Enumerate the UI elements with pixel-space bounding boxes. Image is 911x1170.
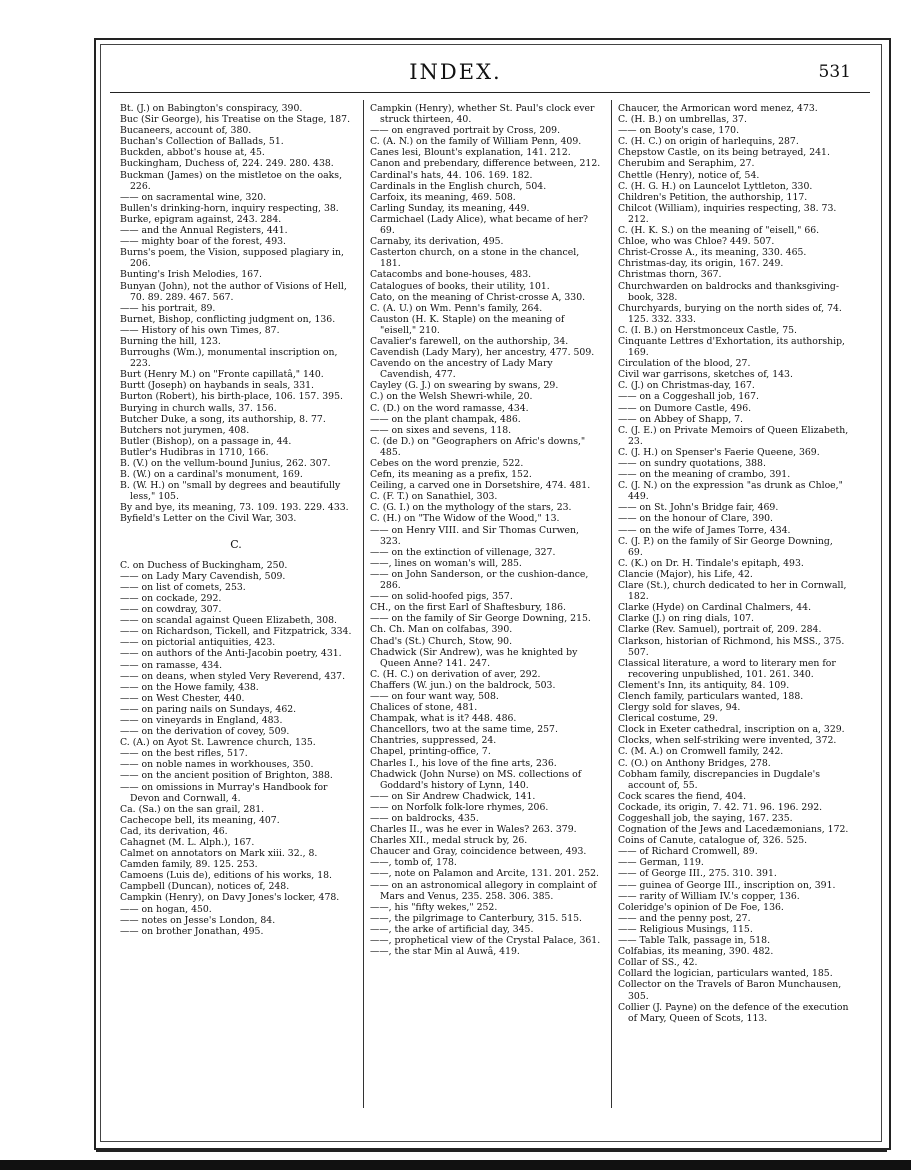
- index-entry: C. (J. P.) on the family of Sir George Downing, 69.: [618, 535, 833, 558]
- index-entry: —— and the penny post, 27.: [618, 912, 751, 924]
- index-entry: Catalogues of books, their utility, 101.: [370, 280, 550, 292]
- index-entry: Cherubim and Seraphim, 27.: [618, 158, 755, 170]
- index-entry: Clare (St.), church dedicated to her in Cornwall, 182.: [618, 580, 847, 603]
- index-entry: Cardinal's hats, 44. 106. 169. 182.: [370, 169, 533, 181]
- index-entry: Ceiling, a carved one in Dorsetshire, 474. 481.: [370, 480, 591, 492]
- index-entry: C. (J. E.) on Private Memoirs of Queen Elizabeth, 23.: [618, 424, 849, 447]
- index-column-1: [120, 103, 352, 937]
- index-entry: Chepstow Castle, on its being betrayed, 241.: [618, 147, 830, 159]
- index-entry: —— on sixes and sevens, 118.: [370, 424, 512, 436]
- index-entry: Collector on the Travels of Baron Munchausen, 305.: [618, 979, 842, 1002]
- index-entry: B. (W.) on a cardinal's monument, 169.: [120, 469, 303, 481]
- index-entry: Children's Petition, the authorship, 117.: [618, 191, 808, 203]
- index-entry: C. on Duchess of Buckingham, 250.: [120, 559, 288, 571]
- index-entry: —— on authors of the Anti-Jacobin poetry, 431.: [120, 648, 342, 660]
- index-entry: Burying in church walls, 37. 156.: [120, 402, 277, 414]
- index-entry: Ch. Ch. Man on colfabas, 390.: [370, 624, 513, 636]
- index-entry: ——, tomb of, 178.: [370, 857, 457, 869]
- index-entry: Clocks, when self-striking were invented, 372.: [618, 735, 837, 747]
- index-entry: Collard the logician, particulars wanted, 185.: [618, 968, 833, 980]
- section-heading: C.: [230, 537, 242, 551]
- index-entry: Coins of Canute, catalogue of, 326. 525.: [618, 835, 808, 847]
- index-entry: —— on scandal against Queen Elizabeth, 308.: [120, 615, 337, 627]
- index-entry: Christmas thorn, 367.: [618, 269, 722, 281]
- index-entry: Burton (Robert), his birth-place, 106. 157. 395.: [120, 391, 343, 403]
- index-entry: —— on Richardson, Tickell, and Fitzpatrick, 334.: [120, 626, 352, 638]
- index-entry: C. (H. G. H.) on Launcelot Lyttleton, 330.: [618, 180, 813, 192]
- index-entry: —— on ramasse, 434.: [120, 659, 223, 671]
- index-entry: Chettle (Henry), notice of, 54.: [618, 169, 760, 181]
- index-entry: —— on sundry quotations, 388.: [618, 458, 766, 469]
- index-entry: Cavendish (Lady Mary), her ancestry, 477. 509.: [370, 347, 595, 359]
- index-entry: Ca. (Sa.) on the san grail, 281.: [120, 803, 265, 815]
- index-entry: Chalices of stone, 481.: [370, 702, 478, 714]
- index-entry: Chaucer, the Armorican word menez, 473.: [618, 103, 818, 114]
- index-entry: Canes lesi, Blount's explanation, 141. 212.: [370, 147, 571, 159]
- index-entry: Bunyan (John), not the author of Visions of Hell, 70. 89. 289. 467. 567.: [120, 280, 347, 303]
- index-entry: C. (A. N.) on the family of William Penn, 409.: [370, 136, 582, 148]
- index-entry: Circulation of the blood, 27.: [618, 358, 751, 370]
- index-entry: Causton (H. K. Staple) on the meaning of "eisell," 210.: [370, 313, 565, 336]
- index-entry: —— on Lady Mary Cavendish, 509.: [120, 570, 286, 582]
- index-entry: Cardinals in the English church, 504.: [370, 180, 547, 192]
- index-entry: —— mighty boar of the forest, 493.: [120, 236, 286, 248]
- entry-list: [370, 103, 602, 957]
- index-entry: ——, his "fifty wekes," 252.: [370, 901, 498, 913]
- index-entry: —— on Abbey of Shapp, 7.: [618, 413, 743, 425]
- index-entry: —— on noble names in workhouses, 350.: [120, 759, 314, 771]
- index-entry: —— German, 119.: [618, 857, 704, 869]
- index-entry: Butchers not jurymen, 408.: [120, 424, 250, 436]
- index-entry: C. (H. C.) on derivation of aver, 292.: [370, 668, 541, 680]
- index-entry: Chapel, printing-office, 7.: [370, 746, 491, 758]
- index-entry: B. (V.) on the vellum-bound Junius, 262. 307.: [120, 458, 331, 469]
- index-entry: —— of George III., 275. 310. 391.: [618, 868, 777, 880]
- index-entry: Bt. (J.) on Babington's conspiracy, 390.: [120, 103, 303, 114]
- index-entry: Carling Sunday, its meaning, 449.: [370, 202, 530, 214]
- index-entry: Clarke (Rev. Samuel), portrait of, 209. 284.: [618, 624, 822, 636]
- index-entry: Buc (Sir George), his Treatise on the Stage, 187.: [120, 114, 351, 126]
- index-entry: Cinquante Lettres d'Exhortation, its authorship, 169.: [618, 335, 845, 359]
- index-entry: Chancellors, two at the same time, 257.: [370, 724, 558, 736]
- index-entry: —— on paring nails on Sundays, 462.: [120, 703, 297, 715]
- index-entry: C. (M. A.) on Cromwell family, 242.: [618, 746, 784, 758]
- index-entry: —— on Booty's case, 170.: [618, 125, 740, 137]
- index-entry: Coleridge's opinion of De Foe, 136.: [618, 901, 784, 913]
- index-entry: —— Religious Musings, 115.: [618, 923, 753, 935]
- index-entry: C. (K.) on Dr. H. Tindale's epitaph, 493.: [618, 557, 804, 569]
- index-entry: Charles I., his love of the fine arts, 236.: [370, 757, 557, 769]
- index-entry: B. (W. H.) on "small by degrees and beautifully less," 105.: [120, 480, 341, 503]
- index-entry: ——, the star Min al Auwâ, 419.: [370, 946, 520, 958]
- index-entry: Buckingham, Duchess of, 224. 249. 280. 438.: [120, 158, 334, 170]
- page-number: 531: [818, 62, 851, 82]
- index-entry: Churchwarden on baldrocks and thanksgiving-book, 328.: [618, 280, 839, 303]
- index-entry: Cognation of the Jews and Lacedæmonians, 172.: [618, 824, 849, 836]
- index-entry: Buckman (James) on the mistletoe on the oaks, 226.: [120, 169, 343, 192]
- index-entry: C. (H. B.) on umbrellas, 37.: [618, 114, 747, 126]
- index-entry: —— on the honour of Clare, 390.: [618, 513, 774, 525]
- index-entry: —— on four want way, 508.: [370, 690, 499, 702]
- index-entry: —— on engraved portrait by Cross, 209.: [370, 125, 561, 137]
- index-entry: Cavalier's farewell, on the authorship, 34.: [370, 335, 569, 347]
- index-entry: Chantries, suppressed, 24.: [370, 735, 497, 747]
- index-entry: Bullen's drinking-horn, inquiry respecting, 38.: [120, 202, 339, 214]
- index-entry: ——, note on Palamon and Arcite, 131. 201. 252.: [370, 868, 600, 880]
- index-entry: Catacombs and bone-houses, 483.: [370, 269, 532, 281]
- index-entry: Byfield's Letter on the Civil War, 303.: [120, 513, 297, 525]
- index-entry: Campbell (Duncan), notices of, 248.: [120, 881, 290, 893]
- index-entry: Clancie (Major), his Life, 42.: [618, 568, 753, 580]
- index-entry: Collier (J. Payne) on the defence of the execution of Mary, Queen of Scots, 113.: [618, 1001, 849, 1024]
- index-entry: Clarke (J.) on ring dials, 107.: [618, 613, 755, 625]
- index-entry: Chilcot (William), inquiries respecting, 38. 73. 212.: [618, 202, 837, 225]
- entry-list: [120, 560, 352, 937]
- index-entry: Clench family, particulars wanted, 188.: [618, 690, 804, 702]
- index-entry: Carfoix, its meaning, 469. 508.: [370, 191, 516, 203]
- index-entry: C. (F. T.) on Sanathiel, 303.: [370, 491, 498, 503]
- index-entry: —— his portrait, 89.: [120, 302, 216, 314]
- index-entry: Clement's Inn, its antiquity, 84. 109.: [618, 679, 790, 691]
- index-entry: Cahagnet (M. L. Alph.), 167.: [120, 837, 255, 848]
- header-rule: [110, 92, 870, 93]
- index-entry: Camoens (Luis de), editions of his works, 18.: [120, 870, 332, 882]
- index-entry: C.) on the Welsh Shewri-while, 20.: [370, 391, 533, 403]
- index-entry: —— on pictorial antiquities, 423.: [120, 637, 276, 649]
- index-entry: Butler's Hudibras in 1710, 166.: [120, 446, 269, 458]
- index-entry: Chadwick (John Nurse) on MS. collections of Goddard's history of Lynn, 140.: [370, 768, 582, 791]
- index-entry: Clarke (Hyde) on Cardinal Chalmers, 44.: [618, 602, 812, 614]
- scan-edge: [0, 1160, 911, 1170]
- index-entry: C. (J. H.) on Spenser's Faerie Queene, 369.: [618, 446, 820, 458]
- index-entry: Buckden, abbot's house at, 45.: [120, 147, 265, 159]
- index-entry: C. (H. K. S.) on the meaning of "eisell," 66.: [618, 225, 820, 237]
- index-entry: Clock in Exeter cathedral, inscription on a, 329.: [618, 724, 845, 736]
- index-entry: Burtt (Joseph) on haybands in seals, 331.: [120, 380, 315, 392]
- index-entry: —— of Richard Cromwell, 89.: [618, 846, 758, 858]
- index-entry: —— on vineyards in England, 483.: [120, 714, 283, 726]
- index-entry: Butler (Bishop), on a passage in, 44.: [120, 435, 292, 447]
- index-entry: ——, the arke of artificial day, 345.: [370, 923, 534, 935]
- index-entry: Butcher Duke, a song, its authorship, 8. 77.: [120, 413, 326, 425]
- index-entry: Carmichael (Lady Alice), what became of her? 69.: [370, 213, 589, 237]
- index-entry: Canon and prebendary, difference between, 212.: [370, 158, 601, 170]
- index-entry: ——, lines on woman's will, 285.: [370, 557, 522, 569]
- column-divider-2: [611, 100, 612, 1108]
- index-entry: —— on Henry VIII. and Sir Thomas Curwen, 323.: [370, 524, 579, 547]
- index-entry: —— on Dumore Castle, 496.: [618, 402, 752, 414]
- index-entry: —— History of his own Times, 87.: [120, 324, 280, 336]
- index-entry: Chaffers (W. jun.) on the baldrock, 503.: [370, 679, 556, 691]
- index-entry: Burnet, Bishop, conflicting judgment on, 136.: [120, 313, 336, 325]
- index-entry: Chadwick (Sir Andrew), was he knighted by Queen Anne? 141. 247.: [370, 646, 578, 669]
- index-entry: C. (H. C.) on origin of harlequins, 287.: [618, 136, 799, 148]
- index-entry: Burroughs (Wm.), monumental inscription on, 223.: [120, 347, 338, 370]
- index-entry: —— on the plant champak, 486.: [370, 413, 521, 425]
- index-entry: Bucaneers, account of, 380.: [120, 125, 252, 137]
- index-entry: —— on the Howe family, 438.: [120, 681, 259, 693]
- index-entry: Cavendo on the ancestry of Lady Mary Cavendish, 477.: [370, 358, 553, 381]
- index-entry: Clergy sold for slaves, 94.: [618, 702, 741, 714]
- index-entry: Civil war garrisons, sketches of, 143.: [618, 369, 793, 381]
- index-entry: —— on list of comets, 253.: [120, 581, 246, 593]
- index-entry: C. (I. B.) on Herstmonceux Castle, 75.: [618, 324, 798, 336]
- index-entry: —— and the Annual Registers, 441.: [120, 225, 288, 237]
- page-title: INDEX.: [409, 60, 502, 84]
- index-entry: Christmas-day, its origin, 167. 249.: [618, 258, 784, 270]
- index-entry: —— on solid-hoofed pigs, 357.: [370, 591, 513, 603]
- index-entry: —— on omissions in Murray's Handbook for Devon and Cornwall, 4.: [120, 781, 328, 804]
- index-entry: —— guinea of George III., inscription on, 391.: [618, 879, 836, 891]
- index-entry: Buchan's Collection of Ballads, 51.: [120, 136, 284, 148]
- index-entry: Colfabias, its meaning, 390. 482.: [618, 946, 774, 958]
- index-entry: —— rarity of William IV.'s copper, 136.: [618, 890, 800, 902]
- index-entry: C. (H.) on "The Widow of the Wood," 13.: [370, 513, 560, 525]
- index-entry: Champak, what is it? 448. 486.: [370, 713, 517, 725]
- index-entry: CH., on the first Earl of Shaftesbury, 186.: [370, 602, 566, 614]
- entry-list: [618, 103, 850, 1024]
- index-entry: ——, the pilgrimage to Canterbury, 315. 515.: [370, 912, 582, 924]
- index-entry: Cad, its derivation, 46.: [120, 825, 228, 837]
- index-entry: C. (J.) on Christmas-day, 167.: [618, 380, 755, 392]
- index-entry: —— on cockade, 292.: [120, 592, 222, 604]
- index-entry: C. (G. I.) on the mythology of the stars, 23.: [370, 502, 572, 514]
- index-entry: Coggeshall job, the saying, 167. 235.: [618, 813, 793, 824]
- index-entry: —— on the meaning of crambo, 391.: [618, 469, 791, 481]
- index-entry: —— on John Sanderson, or the cushion-dance, 286.: [370, 568, 589, 592]
- index-entry: —— on Norfolk folk-lore rhymes, 206.: [370, 801, 549, 813]
- index-entry: C. (J. N.) on the expression "as drunk as Chloe," 449.: [618, 480, 843, 503]
- index-entry: —— on hogan, 450.: [120, 903, 212, 915]
- index-entry: Burns's poem, the Vision, supposed plagiary in, 206.: [120, 247, 344, 270]
- index-entry: —— on baldrocks, 435.: [370, 813, 479, 824]
- index-column-2: [370, 103, 602, 957]
- index-entry: ——, prophetical view of the Crystal Palace, 361.: [370, 935, 601, 947]
- index-entry: Camden family, 89. 125. 253.: [120, 859, 258, 871]
- index-entry: —— on the wife of James Torre, 434.: [618, 524, 791, 536]
- index-entry: C. (de D.) on "Geographers on Afric's downs," 485.: [370, 435, 586, 458]
- index-entry: Burt (Henry M.) on "Fronte capillatâ," 140.: [120, 369, 324, 381]
- index-entry: Cachecope bell, its meaning, 407.: [120, 814, 280, 826]
- index-entry: Collar of SS., 42.: [618, 957, 698, 969]
- index-entry: —— on the ancient position of Brighton, 388.: [120, 770, 333, 782]
- index-entry: Cefn, its meaning as a prefix, 152.: [370, 469, 532, 481]
- index-entry: Chaucer and Gray, coincidence between, 493.: [370, 846, 587, 858]
- column-divider-1: [363, 100, 364, 1108]
- index-entry: —— on West Chester, 440.: [120, 692, 245, 704]
- index-entry: —— on cowdray, 307.: [120, 604, 222, 616]
- index-entry: Burke, epigram against, 243. 284.: [120, 213, 282, 225]
- index-entry: Chad's (St.) Church, Stow, 90.: [370, 635, 513, 647]
- index-entry: C. (D.) on the word ramasse, 434.: [370, 402, 529, 414]
- index-entry: Cock scares the fiend, 404.: [618, 790, 747, 802]
- index-entry: Cebes on the word prenzie, 522.: [370, 458, 524, 469]
- index-entry: —— on a Coggeshall job, 167.: [618, 391, 759, 403]
- index-entry: Burning the hill, 123.: [120, 335, 221, 347]
- index-entry: —— on deans, when styled Very Reverend, 437.: [120, 670, 346, 682]
- index-entry: Charles XII., medal struck by, 26.: [370, 835, 528, 847]
- index-entry: —— on the derivation of covey, 509.: [120, 726, 290, 738]
- index-entry: Christ-Crosse A., its meaning, 330. 465.: [618, 247, 807, 259]
- index-entry: Casterton church, on a stone in the chancel, 181.: [370, 247, 580, 270]
- index-entry: —— on brother Jonathan, 495.: [120, 925, 264, 937]
- index-entry: By and bye, its meaning, 73. 109. 193. 229. 433.: [120, 502, 349, 514]
- index-entry: —— on an astronomical allegory in complaint of Mars and Venus, 235. 258. 306. 385.: [370, 879, 597, 902]
- index-entry: —— on the family of Sir George Downing, 215.: [370, 613, 591, 625]
- index-entry: —— on St. John's Bridge fair, 469.: [618, 502, 779, 514]
- index-entry: Carnaby, its derivation, 495.: [370, 236, 504, 248]
- index-entry: —— Table Talk, passage in, 518.: [618, 935, 771, 947]
- index-entry: Calmet on annotators on Mark xiii. 32., 8.: [120, 848, 318, 860]
- index-entry: Clarkson, historian of Richmond, his MSS., 375. 507.: [618, 635, 845, 658]
- index-entry: Cayley (G. J.) on swearing by swans, 29.: [370, 380, 559, 392]
- index-entry: —— on the best rifles, 517.: [120, 748, 248, 760]
- index-entry: —— on Sir Andrew Chadwick, 141.: [370, 790, 536, 802]
- index-entry: C. (A.) on Ayot St. Lawrence church, 135.: [120, 737, 316, 749]
- index-entry: Churchyards, burying on the north sides of, 74. 125. 332. 333.: [618, 302, 842, 325]
- index-entry: C. (O.) on Anthony Bridges, 278.: [618, 757, 771, 769]
- index-entry: —— on sacramental wine, 320.: [120, 191, 267, 203]
- index-entry: Charles II., was he ever in Wales? 263. 379.: [370, 824, 577, 836]
- index-entry: Campkin (Henry), whether St. Paul's clock ever struck thirteen, 40.: [370, 103, 595, 126]
- index-entry: C. (A. U.) on Wm. Penn's family, 264.: [370, 302, 543, 314]
- index-entry: Campkin (Henry), on Davy Jones's locker, 478.: [120, 892, 340, 904]
- index-entry: —— on the extinction of villenage, 327.: [370, 546, 556, 558]
- index-entry: —— notes on Jesse's London, 84.: [120, 914, 276, 926]
- index-column-3: [618, 103, 850, 1024]
- bottom-rule: [96, 1150, 887, 1152]
- index-entry: Chloe, who was Chloe? 449. 507.: [618, 236, 775, 248]
- index-entry: Classical literature, a word to literary men for recovering unpublished, 101. 261. 340.: [618, 657, 836, 680]
- index-entry: Cato, on the meaning of Christ-crosse A, 330.: [370, 291, 586, 303]
- index-entry: Cockade, its origin, 7. 42. 71. 96. 196. 292.: [618, 801, 823, 813]
- index-entry: Bunting's Irish Melodies, 167.: [120, 269, 262, 281]
- index-entry: Cobham family, discrepancies in Dugdale's account of, 55.: [618, 768, 820, 791]
- index-entry: Clerical costume, 29.: [618, 713, 718, 725]
- entry-list: [120, 103, 352, 525]
